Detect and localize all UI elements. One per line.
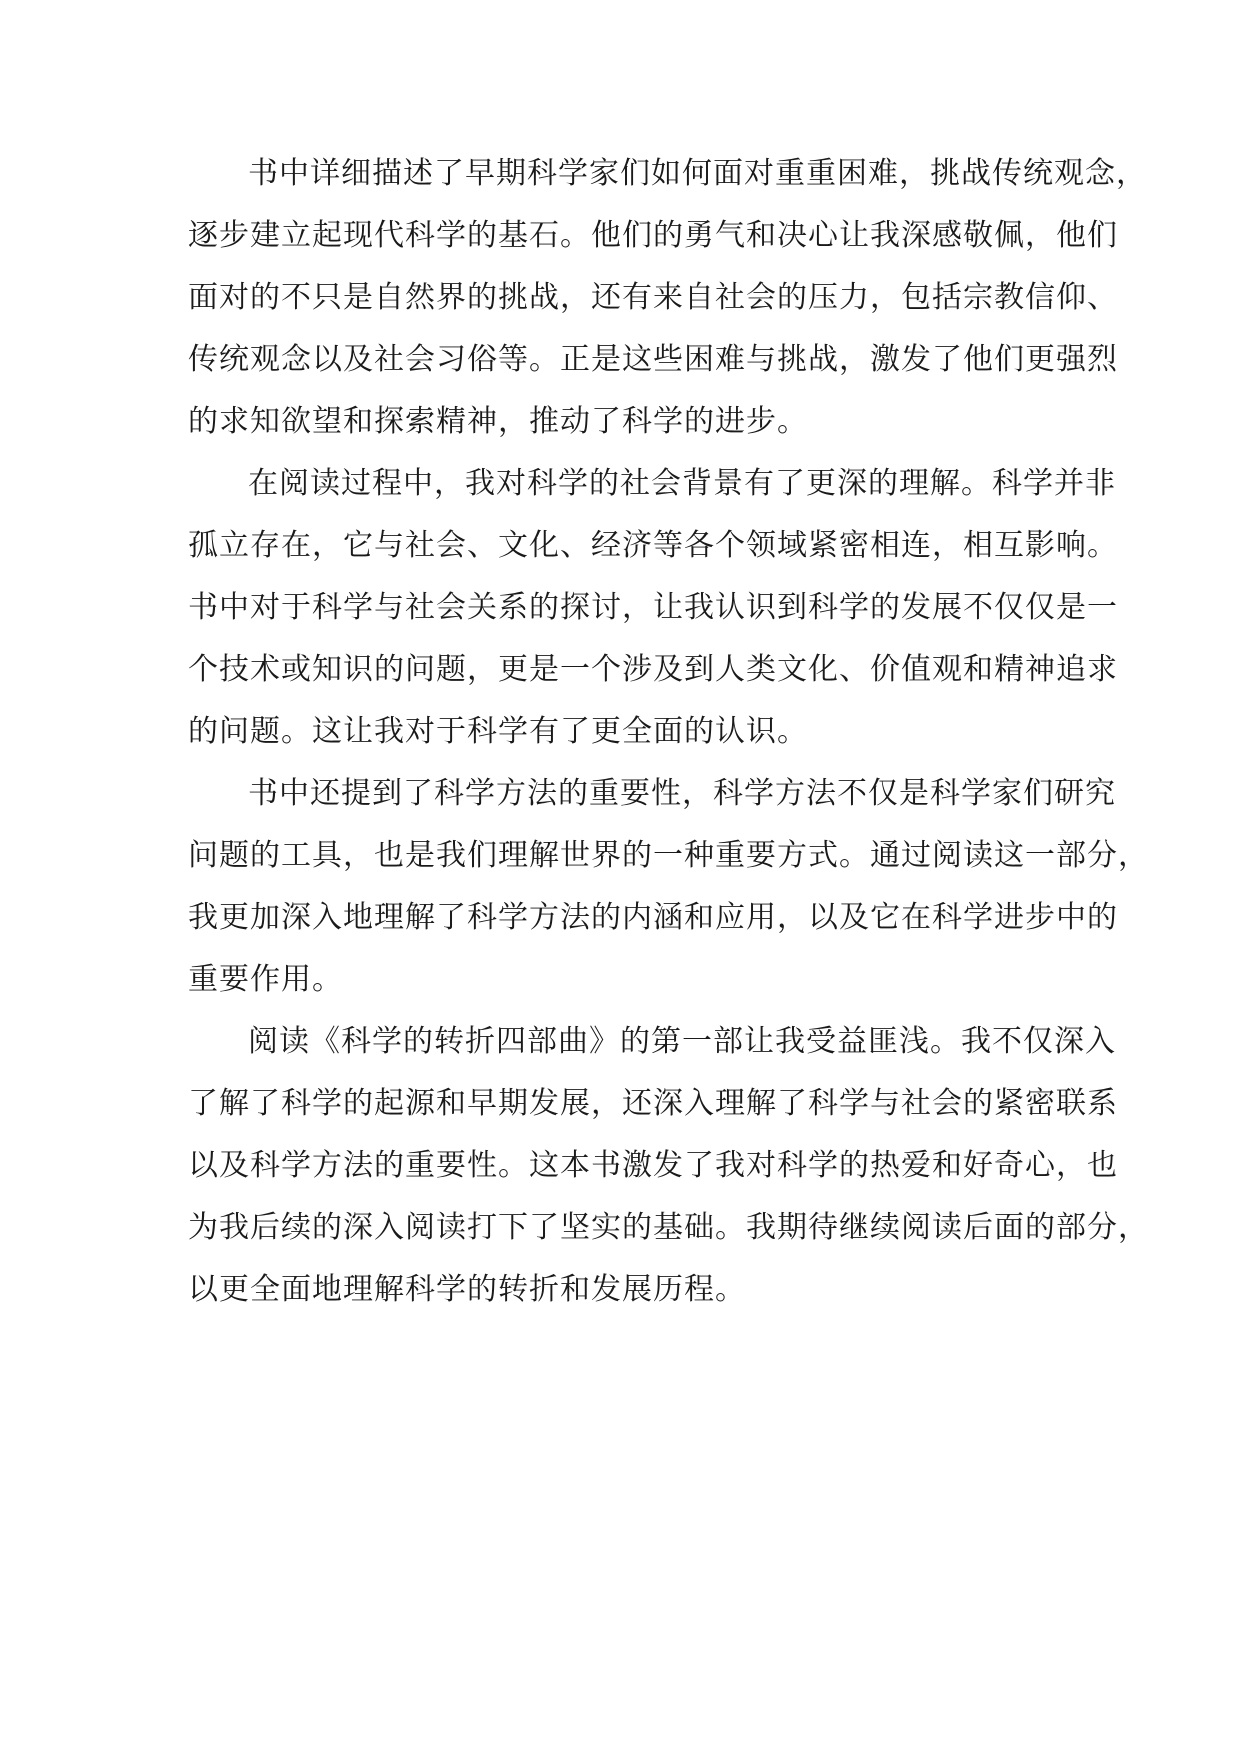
text-line: 的求知欲望和探索精神，推动了科学的进步。 [188,404,808,439]
text-line: 书中还提到了科学方法的重要性，科学方法不仅是科学家们研究 [248,776,1116,811]
text-line: 以及科学方法的重要性。这本书激发了我对科学的热爱和好奇心，也 [188,1148,1118,1183]
text-line: 阅读《科学的转折四部曲》的第一部让我受益匪浅。我不仅深入 [248,1024,1116,1059]
text-line: 传统观念以及社会习俗等。正是这些困难与挑战，激发了他们更强烈 [188,342,1118,377]
text-line: 孤立存在，它与社会、文化、经济等各个领域紧密相连，相互影响。 [188,528,1118,563]
text-line: 书中对于科学与社会关系的探讨，让我认识到科学的发展不仅仅是一 [188,590,1118,625]
text-line: 重要作用。 [188,962,343,997]
text-line: 问题的工具，也是我们理解世界的一种重要方式。通过阅读这一部分， [188,838,1149,873]
text-line: 逐步建立起现代科学的基石。他们的勇气和决心让我深感敬佩，他们 [188,218,1118,253]
text-line: 个技术或知识的问题，更是一个涉及到人类文化、价值观和精神追求 [188,652,1118,687]
body-text [188,143,1149,1321]
text-line: 了解了科学的起源和早期发展，还深入理解了科学与社会的紧密联系 [188,1086,1118,1121]
text-line: 书中详细描述了早期科学家们如何面对重重困难，挑战传统观念， [248,156,1147,191]
text-line: 在阅读过程中，我对科学的社会背景有了更深的理解。科学并非 [248,466,1116,501]
paragraph-3 [188,763,1149,1011]
text-line: 面对的不只是自然界的挑战，还有来自社会的压力，包括宗教信仰、 [188,280,1118,315]
text-line: 以更全面地理解科学的转折和发展历程。 [188,1272,746,1307]
paragraph-2 [188,453,1118,763]
text-line: 为我后续的深入阅读打下了坚实的基础。我期待继续阅读后面的部分， [188,1210,1149,1245]
text-line: 我更加深入地理解了科学方法的内涵和应用，以及它在科学进步中的 [188,900,1118,935]
text-line: 的问题。这让我对于科学有了更全面的认识。 [188,714,808,749]
paragraph-4 [188,1011,1149,1321]
paragraph-1 [188,143,1147,453]
